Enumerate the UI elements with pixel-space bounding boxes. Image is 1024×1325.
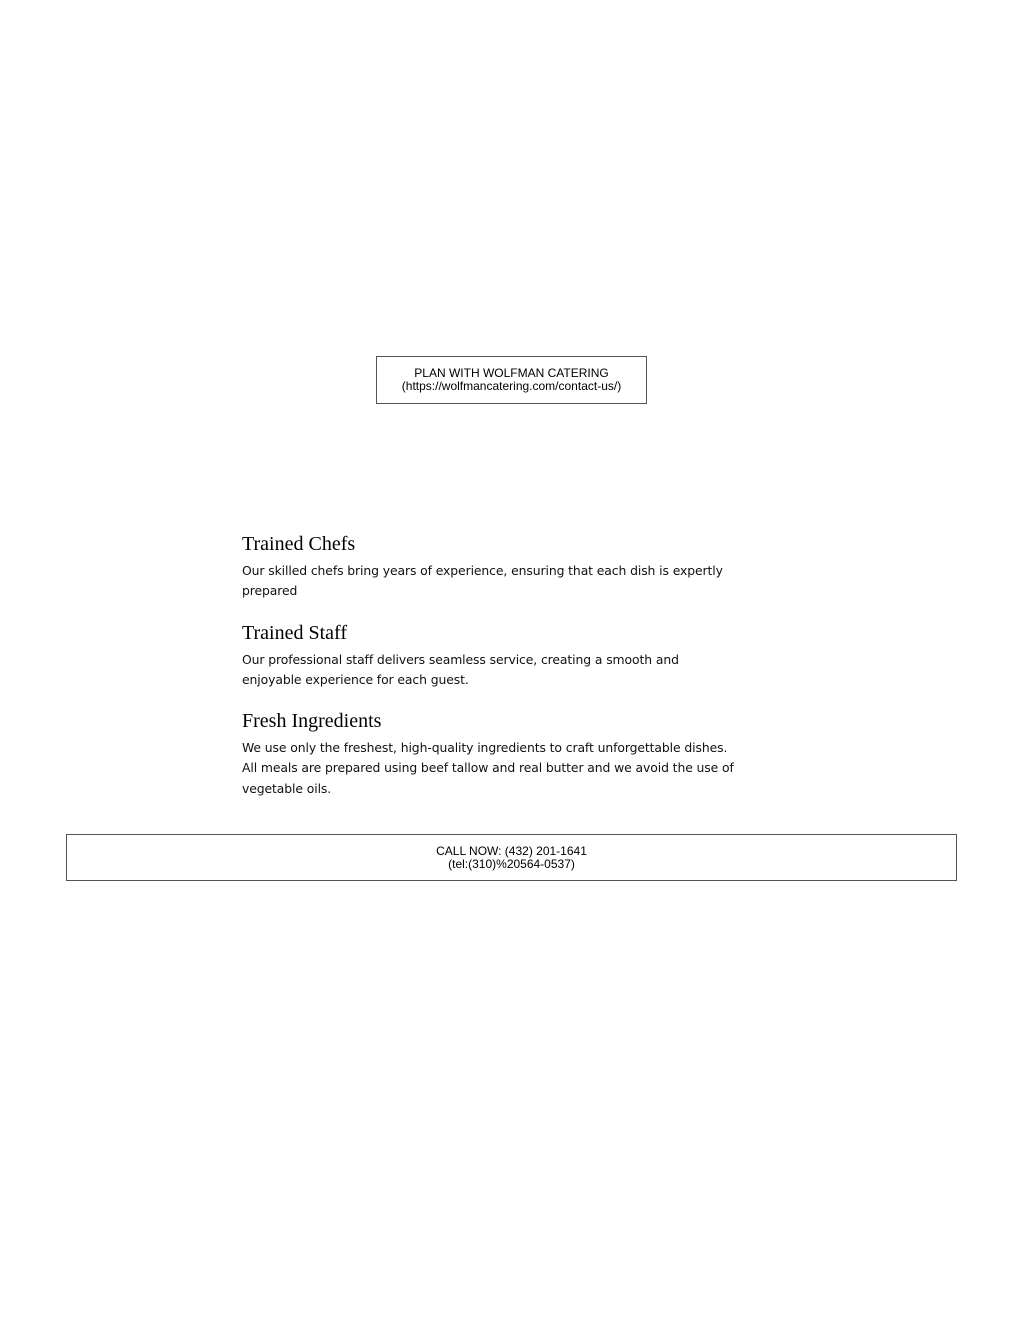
feature-description: Our skilled chefs bring years of experience, ensuring that each dish is expertly prepared	[242, 563, 723, 599]
features-section	[242, 531, 742, 817]
feature-trained-staff	[242, 620, 742, 691]
feature-description: Our professional staff delivers seamless service, creating a smooth and enjoyable experience for each guest.	[242, 651, 679, 687]
plan-with-wolfman-catering-button[interactable]	[376, 356, 647, 404]
feature-title: Trained Staff	[242, 621, 347, 644]
plan-button-url: (https://wolfmancatering.com/contact-us/)	[401, 379, 622, 393]
call-button-url: (tel:(310)%20564-0537)	[448, 856, 575, 871]
feature-title: Fresh Ingredients	[242, 710, 382, 733]
feature-fresh-ingredients	[242, 708, 742, 799]
plan-button-label: PLAN WITH WOLFMAN CATERING	[414, 366, 609, 380]
call-now-button[interactable]	[66, 834, 957, 881]
call-button-label: CALL NOW: (432) 201-1641	[436, 843, 587, 858]
feature-title: Trained Chefs	[242, 533, 356, 555]
feature-trained-chefs	[242, 531, 742, 602]
feature-description: We use only the freshest, high-quality ingredients to craft unforgettable dishes. All meals are prepared using beef tallow and real butter and we avoid the use of vegetable oils.	[242, 740, 734, 796]
